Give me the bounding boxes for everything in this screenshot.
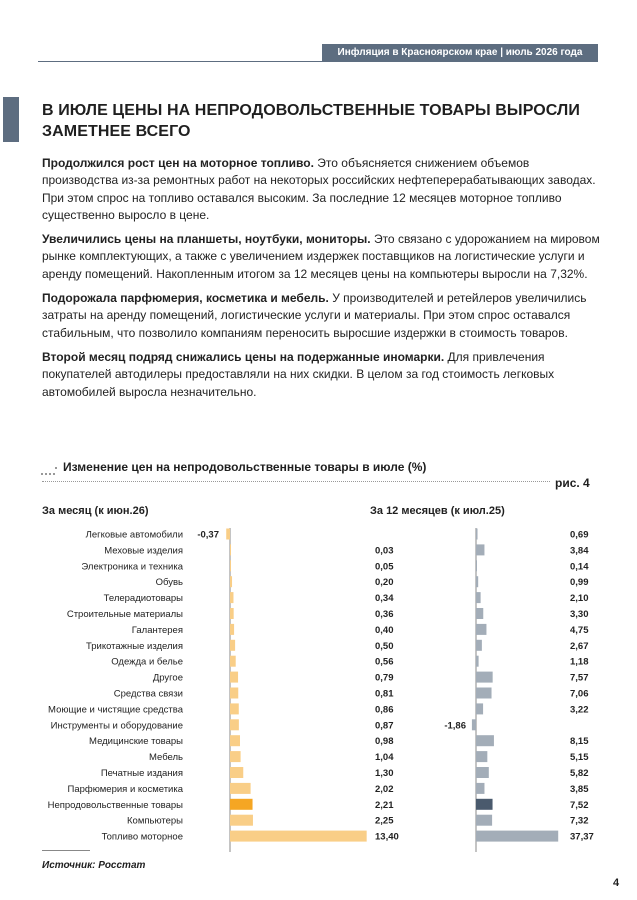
year-bar <box>472 719 476 730</box>
category-label: Другое <box>152 672 183 684</box>
year-value-label: 0,99 <box>570 577 589 589</box>
year-value-label: 37,37 <box>570 831 594 843</box>
year-bar <box>476 703 483 714</box>
year-value-label: 0,69 <box>570 529 589 541</box>
year-bar <box>476 576 478 587</box>
category-label: Медицинские товары <box>89 736 183 748</box>
year-value-label: 7,52 <box>570 799 589 811</box>
month-value-label: -0,37 <box>197 529 219 541</box>
category-label: Парфюмерия и косметика <box>67 783 183 795</box>
year-series-heading: За 12 месяцев (к июл.25) <box>370 505 505 517</box>
year-bar <box>476 799 493 810</box>
month-value-label: 2,02 <box>375 783 394 795</box>
month-value-label: 0,20 <box>375 577 394 589</box>
month-bar <box>230 608 234 619</box>
year-bar <box>476 592 481 603</box>
month-value-label: 0,56 <box>375 656 394 668</box>
year-bar <box>476 767 489 778</box>
source-divider <box>42 850 90 851</box>
month-bar <box>230 592 233 603</box>
month-value-label: 0,03 <box>375 545 394 557</box>
year-value-label: 2,10 <box>570 593 589 605</box>
year-bar <box>476 544 484 555</box>
month-bar <box>230 624 234 635</box>
month-bar <box>230 815 253 826</box>
page-title: В ИЮЛЕ ЦЕНЫ НА НЕПРОДОВОЛЬСТВЕННЫЕ ТОВАРЫ ВЫРОСЛИ ЗАМЕТНЕЕ ВСЕГО <box>42 102 580 140</box>
category-label: Галантерея <box>131 624 183 636</box>
year-value-label: 3,84 <box>570 545 589 557</box>
month-bar <box>230 703 239 714</box>
category-label: Топливо моторное <box>101 831 183 843</box>
page-number: 4 <box>613 877 620 889</box>
month-value-label: 0,87 <box>375 720 394 732</box>
paragraph-lead: Увеличились цены на планшеты, ноутбуки, мониторы. <box>42 232 371 247</box>
month-value-label: 0,79 <box>375 672 394 684</box>
month-value-label: 0,86 <box>375 704 394 716</box>
paragraph-lead: Второй месяц подряд снижались цены на подержанные иномарки. <box>42 349 445 364</box>
category-label: Одежда и белье <box>111 656 183 668</box>
month-value-label: 1,04 <box>375 752 394 764</box>
year-value-label: 8,15 <box>570 736 589 748</box>
month-bar <box>226 529 230 540</box>
month-bar <box>230 672 238 683</box>
paragraph-lead: Подорожала парфюмерия, косметика и мебель. <box>42 291 329 306</box>
year-bar <box>476 688 492 699</box>
month-value-label: 0,98 <box>375 736 394 748</box>
year-value-label: 3,22 <box>570 704 589 716</box>
category-label: Телерадиотовары <box>103 593 183 605</box>
year-value-label: 7,32 <box>570 815 589 827</box>
year-bar <box>476 783 484 794</box>
category-label: Печатные издания <box>100 768 183 779</box>
month-bar <box>230 576 232 587</box>
year-bar <box>476 608 483 619</box>
month-value-label: 0,34 <box>375 593 394 605</box>
month-value-label: 13,40 <box>375 831 399 843</box>
year-bar <box>476 640 482 651</box>
year-value-label: 3,30 <box>570 609 589 620</box>
year-bar <box>476 656 479 667</box>
month-series-heading: За месяц (к июн.26) <box>42 505 149 517</box>
category-label: Компьютеры <box>127 815 183 827</box>
paragraph-lead: Продолжился рост цен на моторное топливо. <box>42 156 314 170</box>
month-bar <box>230 560 231 571</box>
year-bar <box>476 529 478 540</box>
category-label: Меховые изделия <box>104 545 183 557</box>
month-bar <box>230 656 236 667</box>
paragraph-text: Это связано с удорожанием на мировом рынке комплектующих, а также с увеличением издержек поставщиков на логистические услуги и аренду помещений. Накопленным итогом за 12 месяцев цены на компьютеры выросли на 7,32%. <box>42 232 600 281</box>
month-bar <box>230 688 238 699</box>
month-bar <box>230 544 231 555</box>
paragraph-text: Для привлечения покупателей автодилеры предоставляли на них скидки. В целом за год стоимость легковых автомобилей выросла незначительно. <box>42 349 555 399</box>
year-value-label: 0,14 <box>570 561 589 573</box>
month-value-label: 2,25 <box>375 815 394 827</box>
category-label: Моющие и чистящие средства <box>48 704 183 716</box>
month-bar <box>230 751 241 762</box>
paragraph-text: У производителей и ретейлеров увеличились затраты на аренду помещений, логистические услуги и материалы. При этом спрос оставался стабильным, что позволило компаниям переносить выросшие издержки в стоимость товаров. <box>42 291 587 340</box>
category-label: Мебель <box>149 752 183 764</box>
year-bar <box>476 735 494 746</box>
category-label: Строительные материалы <box>66 609 183 620</box>
month-value-label: 0,50 <box>375 640 394 652</box>
month-value-label: 2,21 <box>375 799 394 811</box>
month-bar <box>230 799 253 810</box>
month-value-label: 0,81 <box>375 688 394 700</box>
year-value-label: 4,75 <box>570 624 589 636</box>
month-bar <box>230 831 367 842</box>
year-bar <box>476 624 486 635</box>
month-value-label: 0,36 <box>375 609 394 620</box>
month-bar <box>230 767 243 778</box>
month-bar <box>230 719 239 730</box>
year-bar <box>476 560 477 571</box>
month-bar <box>230 735 240 746</box>
year-bar <box>476 751 487 762</box>
category-label: Непродовольственные товары <box>47 799 183 811</box>
year-value-label: -1,86 <box>444 720 466 732</box>
figure-label: рис. 4 <box>555 476 590 490</box>
category-label: Обувь <box>155 577 183 589</box>
year-value-label: 2,67 <box>570 640 589 652</box>
year-value-label: 1,18 <box>570 656 589 668</box>
month-value-label: 1,30 <box>375 768 394 779</box>
chart-title: Изменение цен на непродовольственные товары в июле (%) <box>63 460 427 474</box>
category-label: Трикотажные изделия <box>85 640 183 652</box>
month-value-label: 0,05 <box>375 561 394 573</box>
year-bar <box>476 672 493 683</box>
source-note: Источник: Росстат <box>42 860 146 871</box>
year-value-label: 7,57 <box>570 672 589 684</box>
month-value-label: 0,40 <box>375 624 394 636</box>
year-bar <box>476 815 492 826</box>
category-label: Средства связи <box>113 688 183 700</box>
year-value-label: 5,82 <box>570 768 589 779</box>
year-bar <box>476 831 558 842</box>
category-label: Электроника и техника <box>81 561 183 573</box>
category-label: Легковые автомобили <box>85 529 183 541</box>
category-label: Инструменты и оборудование <box>50 720 183 732</box>
year-value-label: 7,06 <box>570 688 589 700</box>
month-bar <box>230 783 251 794</box>
year-value-label: 3,85 <box>570 783 589 795</box>
paragraph-text: Это объясняется снижением объемов производства из-за ремонтных работ на некоторых российских нефтеперерабатывающих заводах. При этом спрос на топливо оставался высоким. За последние 12 месяцев моторное топливо существенно выросло в цене. <box>42 156 596 222</box>
month-bar <box>230 640 235 651</box>
year-value-label: 5,15 <box>570 752 589 764</box>
report-header-badge: Инфляция в Красноярском крае | июль 2026 года <box>322 44 598 62</box>
